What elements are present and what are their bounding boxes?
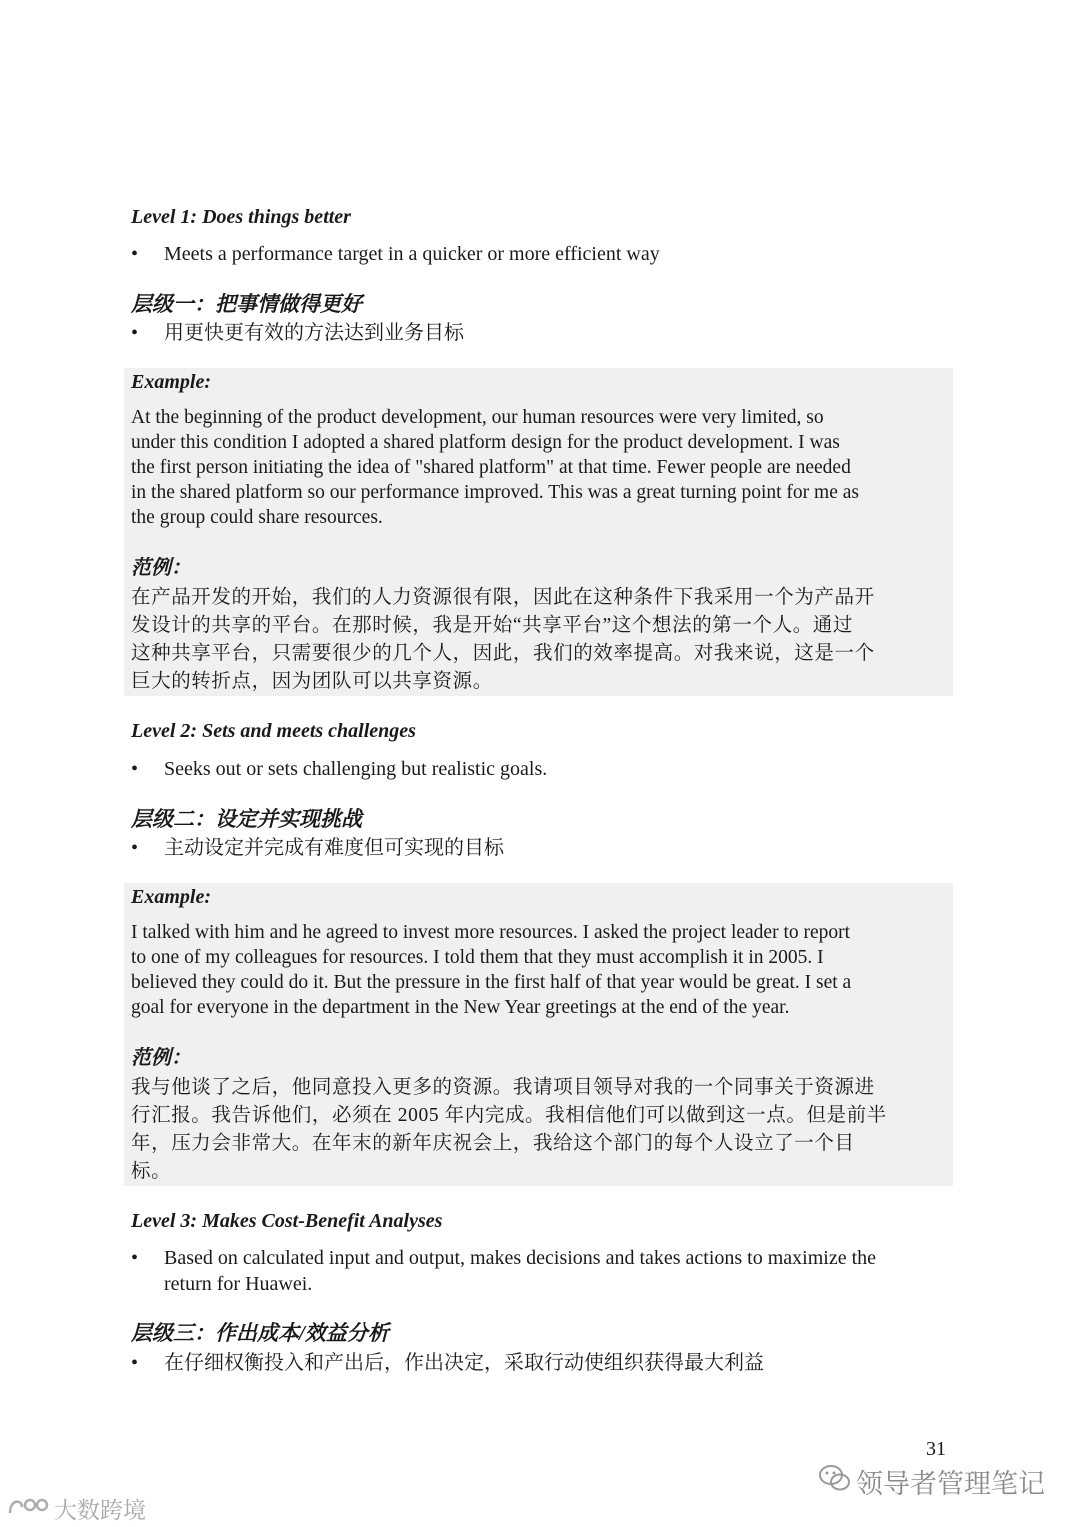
example-line: the first person initiating the idea of "shared platform" at that time. Fewer people are needed [131,457,851,478]
cn-example-text [131,1074,949,1186]
level-1-heading: Level 1: Does things better [131,206,351,228]
watermark-right [818,1462,1045,1501]
example-line: under this condition I adopted a shared platform design for the product development. I was [131,432,840,453]
bullet-dot: • [131,1247,139,1269]
example-line: to one of my colleagues for resources. I told them that they must accomplish it in 2005. I [131,947,824,968]
cn-example-line: 行汇报。我告诉他们，必须在 2005 年内完成。我相信他们可以做到这一点。但是前半 [131,1105,887,1126]
page-number: 31 [926,1438,946,1460]
bullet-dot: • [131,243,139,265]
example-line: believed they could do it. But the pressure in the first half of that year would be great. I set a [131,972,852,993]
example-box-level-2 [124,883,953,1186]
level-2-cn-heading: 层级二：设定并实现挑战 [131,807,362,831]
level-1-cn-heading: 层级一：把事情做得更好 [131,292,362,316]
bullet-line: Based on calculated input and output, makes decisions and takes actions to maximize the [164,1247,877,1269]
example-text [131,405,946,530]
example-label: Example: [131,886,211,908]
bullet-line: return for Huawei. [164,1273,313,1295]
example-label: Example: [131,371,211,393]
level-1-bullet [131,241,951,267]
bullet-dot: • [131,322,139,344]
example-line: At the beginning of the product development, our human resources were very limited, so [131,407,824,428]
bullet-text: 主动设定并完成有难度但可实现的目标 [164,837,504,859]
cn-example-line: 在产品开发的开始，我们的人力资源很有限，因此在这种条件下我采用一个为产品开 [131,587,875,608]
bullet-text: 在仔细权衡投入和产出后，作出决定，采取行动使组织获得最大利益 [164,1352,764,1374]
cn-example-text [131,584,949,696]
example-line: in the shared platform so our performance improved. This was a great turning point for me as [131,482,859,503]
example-text [131,920,946,1020]
example-box-level-1 [124,368,953,696]
watermark-right-text: 领导者管理笔记 [856,1469,1045,1500]
watermark-left [6,1492,146,1525]
bullet-dot: • [131,837,139,859]
cn-example-line: 我与他谈了之后，他同意投入更多的资源。我请项目领导对我的一个同事关于资源进 [131,1077,875,1098]
level-2-bullet [131,756,951,782]
brand-logo-icon [6,1493,50,1525]
example-line: the group could share resources. [131,507,383,528]
wechat-icon [818,1463,852,1500]
level-3-cn-heading: 层级三：作出成本/效益分析 [131,1321,389,1345]
cn-example-label: 范例： [131,557,191,579]
bullet-text: Seeks out or sets challenging but realistic goals. [164,758,548,780]
cn-example-line: 这种共享平台，只需要很少的几个人，因此，我们的效率提高。对我来说，这是一个 [131,643,875,664]
level-3-bullet [131,1245,951,1297]
bullet-dot: • [131,758,139,780]
level-2-heading: Level 2: Sets and meets challenges [131,720,416,742]
cn-example-line: 巨大的转折点，因为团队可以共享资源。 [131,671,493,692]
level-3-cn-bullet [131,1350,951,1376]
bullet-text: Meets a performance target in a quicker or more efficient way [164,243,660,265]
watermark-left-text: 大数跨境 [54,1498,146,1524]
cn-example-line: 年，压力会非常大。在年末的新年庆祝会上，我给这个部门的每个人设立了一个目 [131,1133,855,1154]
bullet-text: 用更快更有效的方法达到业务目标 [164,322,464,344]
cn-example-line: 发设计的共享的平台。在那时候，我是开始“共享平台”这个想法的第一个人。通过 [131,615,854,636]
cn-example-line: 标。 [131,1161,172,1182]
bullet-text [164,1245,951,1297]
level-3-heading: Level 3: Makes Cost-Benefit Analyses [131,1210,443,1232]
bullet-dot: • [131,1352,139,1374]
level-2-cn-bullet [131,835,951,861]
example-line: goal for everyone in the department in the New Year greetings at the end of the year. [131,997,790,1018]
example-line: I talked with him and he agreed to invest more resources. I asked the project leader to report [131,922,851,943]
level-1-cn-bullet [131,320,951,346]
cn-example-label: 范例： [131,1047,191,1069]
